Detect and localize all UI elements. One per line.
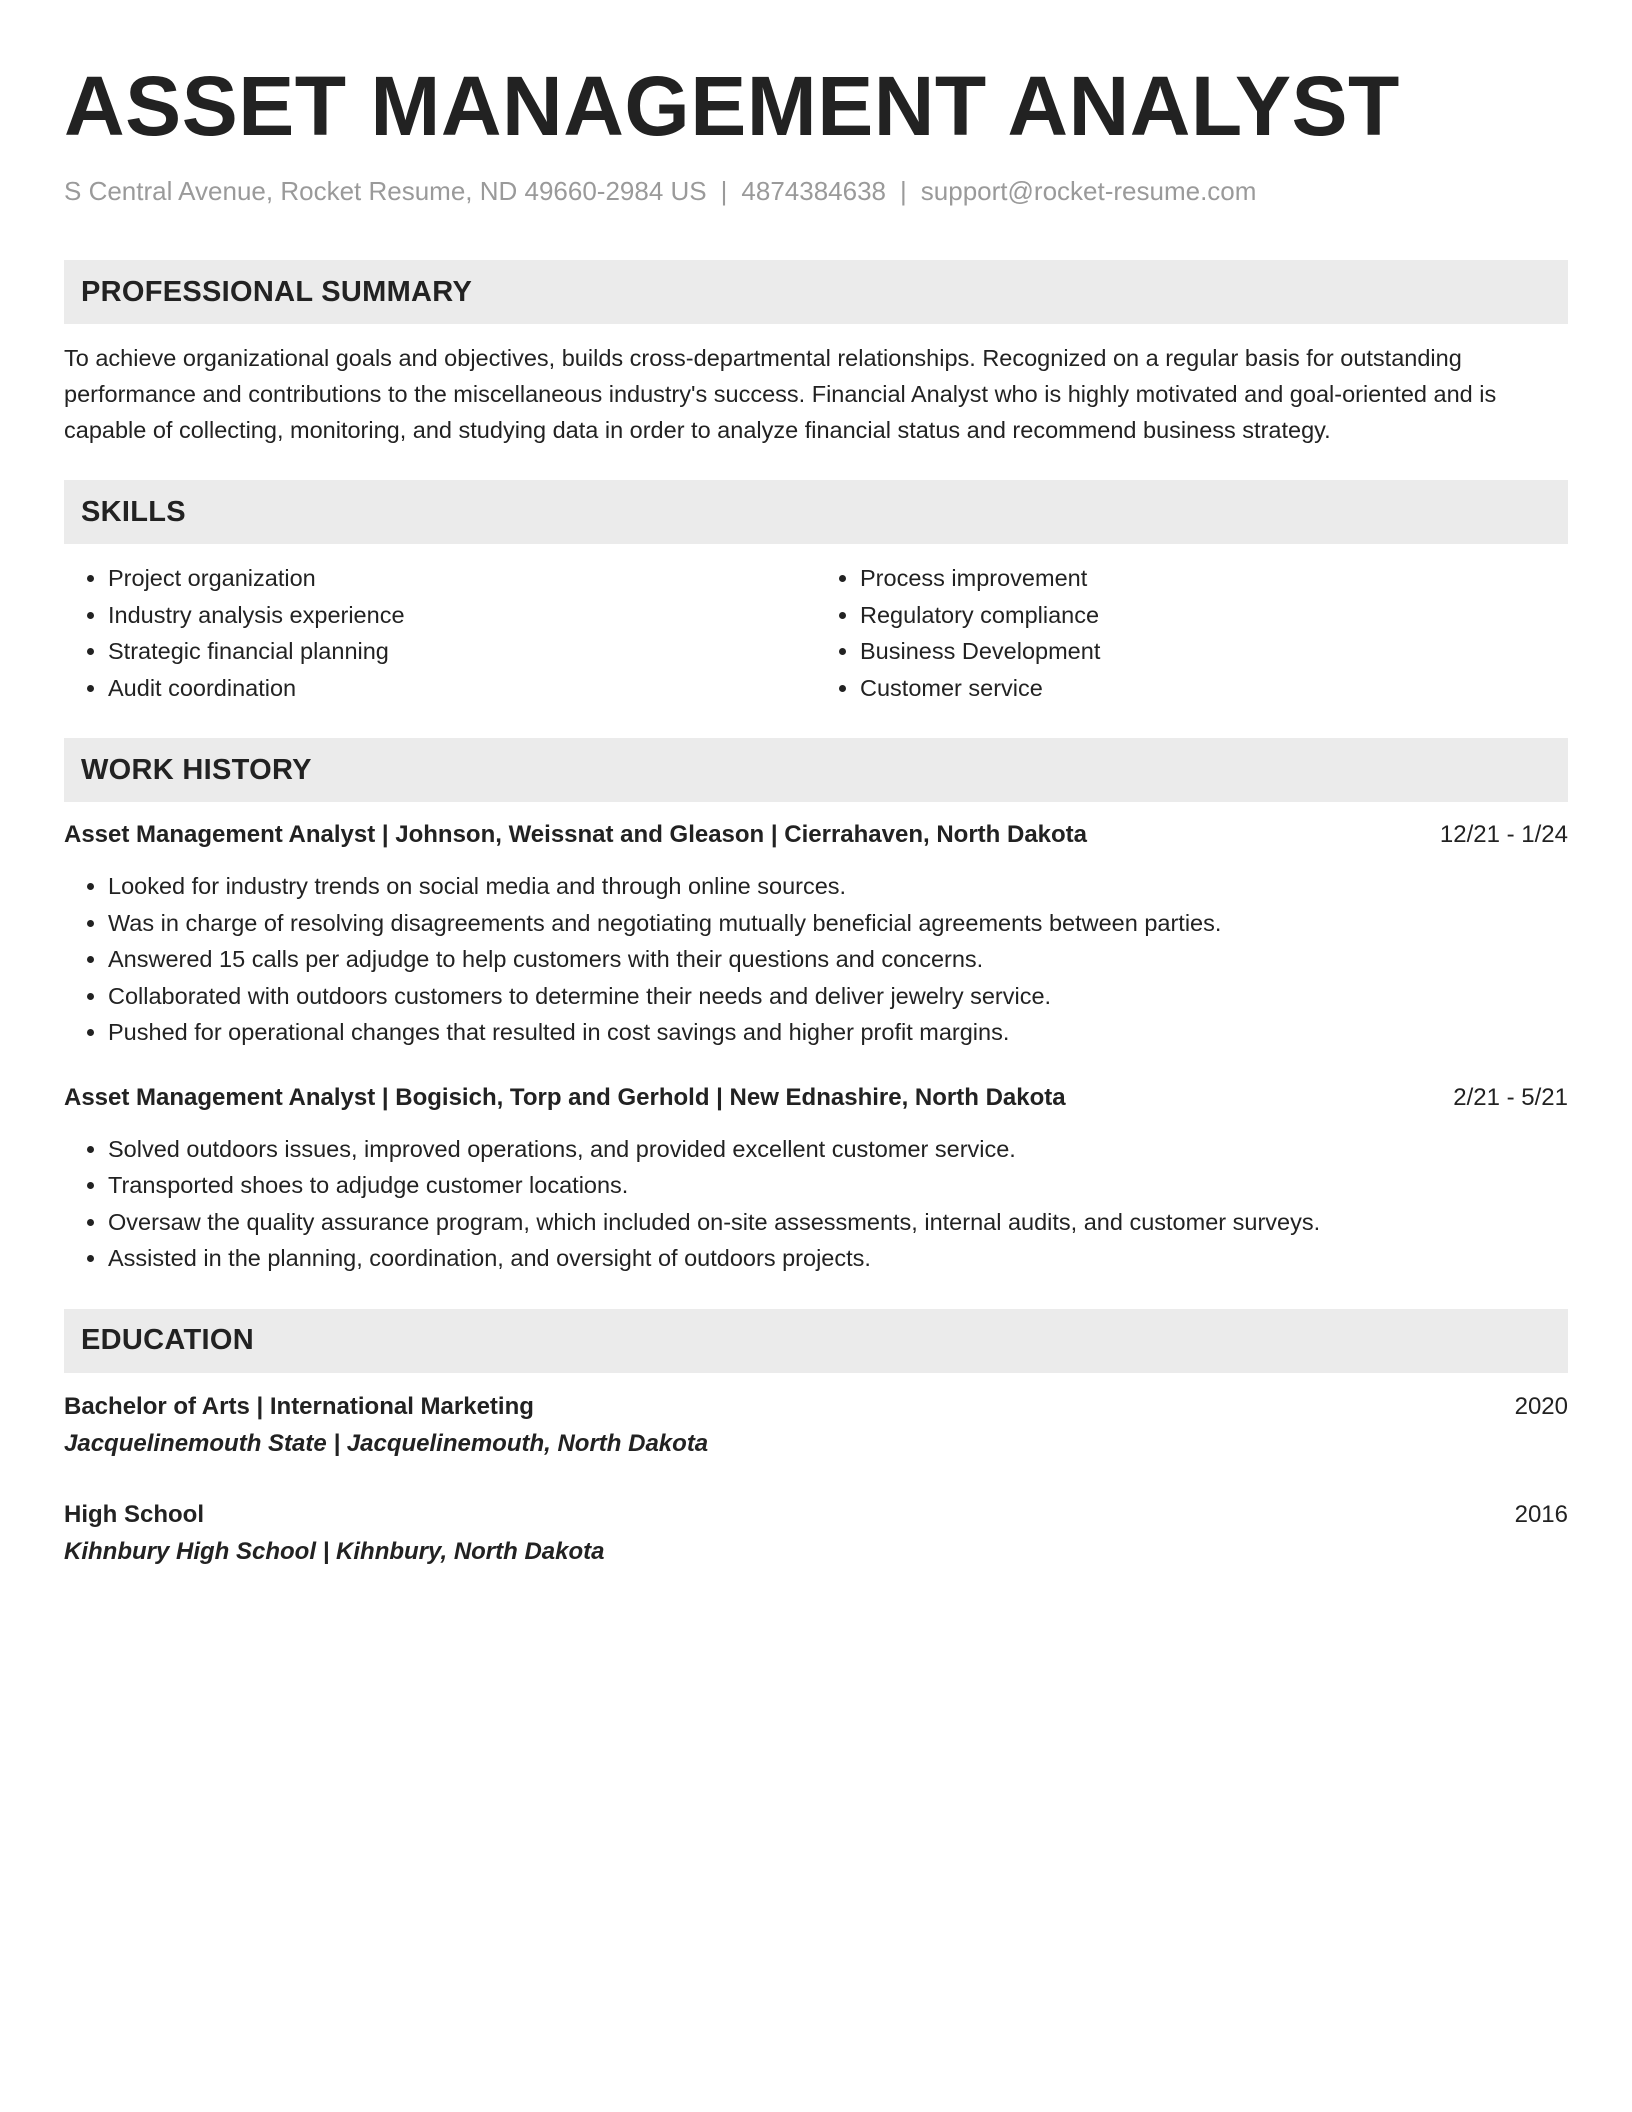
education-degree: Bachelor of Arts | International Marketing xyxy=(64,1392,534,1420)
job-bullet: • Pushed for operational changes that resulted in cost savings and higher profit margins. xyxy=(108,1014,1568,1051)
job-bullet: • Collaborated with outdoors customers to determine their needs and deliver jewelry service. xyxy=(108,978,1568,1015)
education-school: Kihnbury High School | Kihnbury, North Dakota xyxy=(64,1537,605,1565)
education-entry xyxy=(64,1389,1568,1463)
skill-item: • Customer service xyxy=(860,670,1568,707)
skills-column-left xyxy=(64,560,816,706)
contact-separator: | xyxy=(900,176,907,206)
job-dates: 12/21 - 1/24 xyxy=(1439,821,1568,848)
job-entry xyxy=(64,1081,1568,1277)
contact-address: S Central Avenue, Rocket Resume, ND 49660-2984 US xyxy=(64,176,707,206)
skill-item: • Audit coordination xyxy=(108,670,816,707)
education-entry xyxy=(64,1497,1568,1571)
skills-list xyxy=(64,560,1568,706)
job-title: Asset Management Analyst | Bogisich, Torp and Gerhold | New Ednashire, North Dakota xyxy=(64,1083,1066,1111)
contact-line xyxy=(64,174,1568,208)
section-heading-summary: PROFESSIONAL SUMMARY xyxy=(64,260,1568,324)
job-bullet: • Solved outdoors issues, improved operations, and provided excellent customer service. xyxy=(108,1131,1568,1168)
job-header xyxy=(64,818,1568,852)
education-year: 2016 xyxy=(1514,1500,1568,1528)
contact-phone: 4874384638 xyxy=(741,176,887,206)
skills-column-right xyxy=(816,560,1568,706)
job-bullet: • Was in charge of resolving disagreements and negotiating mutually beneficial agreements between parties. xyxy=(108,905,1568,942)
skill-item: • Business Development xyxy=(860,633,1568,670)
section-heading-education: EDUCATION xyxy=(64,1309,1568,1373)
section-heading-skills: SKILLS xyxy=(64,480,1568,544)
education-year: 2020 xyxy=(1514,1392,1568,1420)
education-header xyxy=(64,1497,1568,1533)
skill-item: • Strategic financial planning xyxy=(108,633,816,670)
job-header xyxy=(64,1081,1568,1115)
job-dates: 2/21 - 5/21 xyxy=(1453,1083,1568,1111)
job-bullet: • Transported shoes to adjudge customer locations. xyxy=(108,1167,1568,1204)
job-bullet: • Answered 15 calls per adjudge to help customers with their questions and concerns. xyxy=(108,941,1568,978)
education-degree: High School xyxy=(64,1500,204,1528)
section-heading-work-history: WORK HISTORY xyxy=(64,738,1568,802)
summary-text: To achieve organizational goals and objectives, builds cross-departmental relationships. Recognized on a regular basis for outstanding performance and contributions to the miscellaneous industry's success. Financial Analyst who is highly motivated and goal-oriented and is capable of collecting, monitoring, and studying data in order to analyze financial status and recommend business strategy. xyxy=(64,345,1497,443)
skill-item: • Regulatory compliance xyxy=(860,597,1568,634)
skill-item: • Industry analysis experience xyxy=(108,597,816,634)
job-entry xyxy=(64,818,1568,1051)
skill-item: • Process improvement xyxy=(860,560,1568,597)
job-bullets xyxy=(64,1131,1568,1277)
job-bullet: • Looked for industry trends on social media and through online sources. xyxy=(108,868,1568,905)
candidate-name: ASSET MANAGEMENT ANALYST xyxy=(64,59,1400,153)
contact-separator: | xyxy=(720,176,728,206)
education-header xyxy=(64,1389,1568,1425)
skill-item: • Project organization xyxy=(108,560,816,597)
job-title: Asset Management Analyst | Johnson, Weissnat and Gleason | Cierrahaven, North Dakota xyxy=(64,821,1088,848)
education-school: Jacquelinemouth State | Jacquelinemouth, North Dakota xyxy=(64,1429,709,1457)
job-bullet: • Assisted in the planning, coordination, and oversight of outdoors projects. xyxy=(108,1240,1568,1277)
contact-email: support@rocket-resume.com xyxy=(920,176,1257,206)
job-bullet: • Oversaw the quality assurance program, which included on-site assessments, internal audits, and customer surveys. xyxy=(108,1204,1568,1241)
job-bullets xyxy=(64,868,1568,1051)
